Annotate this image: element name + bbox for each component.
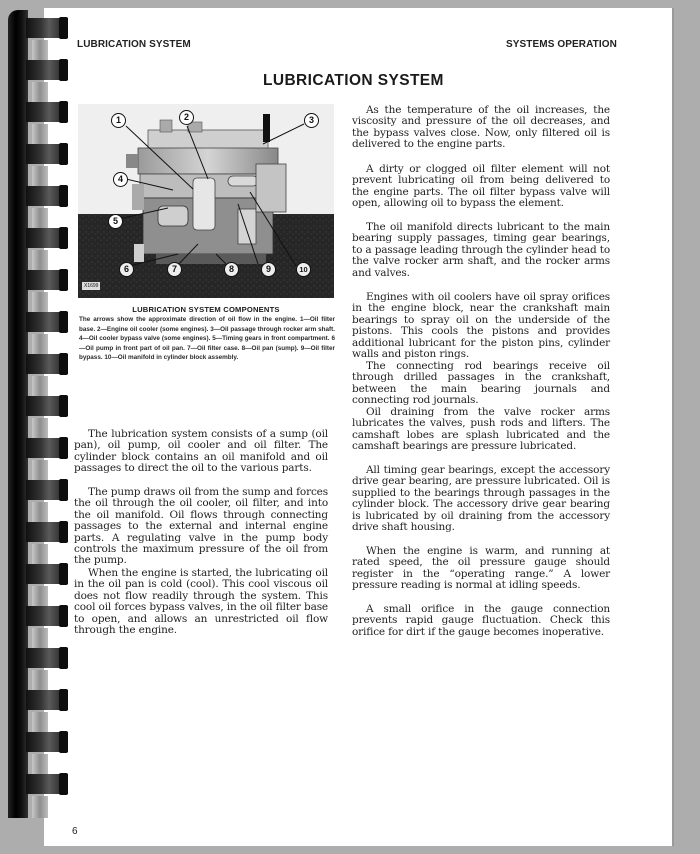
callout-2: 2 (179, 110, 194, 125)
callout-1: 1 (111, 113, 126, 128)
paragraph-left-2: The pump draws oil from the sump and forces the oil through the oil cooler, oil filter, and into the oil manifold. Oil flows through connecting passages to the external and internal engine parts. A regulating valve in the pump body controls the maximum pressure of the oil from the pump. (74, 486, 328, 567)
binding-tooth-tip (59, 59, 68, 81)
callout-10: 10 (296, 262, 311, 277)
binding-gap (32, 250, 48, 272)
binding-tooth (26, 354, 68, 374)
binding-spine (8, 10, 28, 818)
callout-3: 3 (304, 113, 319, 128)
binding-tooth-tip (59, 437, 68, 459)
binding-tooth-tip (59, 227, 68, 249)
page-number: 6 (72, 826, 78, 837)
callout-7: 7 (167, 262, 182, 277)
paragraph-right-7: All timing gear bearings, except the accessory drive gear bearing, are pressure lubricated. Oil is supplied to the bearings through passages in the cylinder block. The accessory drive gear bearing is lubricated by oil draining from the accessory drive shaft housing. (352, 464, 610, 534)
binding-tooth-tip (59, 479, 68, 501)
binding-tooth-tip (59, 689, 68, 711)
figure-caption-title: LUBRICATION SYSTEM COMPONENTS (132, 305, 280, 314)
binding-tooth-tip (59, 395, 68, 417)
binding-tooth (26, 648, 68, 668)
figure-id-label: X1699 (84, 283, 99, 289)
binding-tooth (26, 606, 68, 626)
paragraph-right-6: Oil draining from the valve rocker arms lubricates the valves, push rods and lifters. The camshaft lobes are splash lubricated and the camshaft bearings are pressure lubricated. (352, 406, 610, 453)
binding-tooth (26, 186, 68, 206)
callout-4: 4 (113, 172, 128, 187)
binding-tooth-tip (59, 647, 68, 669)
binding-tooth-tip (59, 143, 68, 165)
binding-gap (32, 754, 48, 776)
binding-gap (32, 166, 48, 188)
binding-tooth-tip (59, 731, 68, 753)
binding-tooth-tip (59, 17, 68, 39)
callout-5: 5 (108, 214, 123, 229)
paragraph-left-1: The lubrication system consists of a sump (oil pan), oil pump, oil cooler and oil filter. The cylinder block contains an oil manifold and oil passages to direct the oil to the various parts. (74, 428, 328, 475)
binding-gap (32, 670, 48, 692)
binding-gap (32, 40, 48, 62)
binding-gap (32, 712, 48, 734)
paragraph-right-3: The oil manifold directs lubricant to the main bearing supply passages, timing gear bearings, to a passage leading through the cylinder head to the valve rocker arm shaft, and the rocker arms and valves. (352, 221, 611, 279)
binding-tooth (26, 312, 68, 332)
binding-tooth (26, 270, 68, 290)
page-title: LUBRICATION SYSTEM (263, 72, 444, 89)
binding-gap (32, 502, 48, 524)
binding-gap (32, 124, 48, 146)
binding-tooth (26, 102, 68, 122)
binding-tooth (26, 396, 68, 416)
binding-tooth (26, 522, 68, 542)
binding-gap (32, 586, 48, 608)
paragraph-right-5: The connecting rod bearings receive oil through drilled passages in the crankshaft, between the main bearing journals and connecting rod journals. (352, 360, 610, 407)
binding-tooth (26, 144, 68, 164)
binding-gap (32, 376, 48, 398)
binding-gap (32, 796, 48, 818)
figure-caption-body: The arrows show the approximate direction of oil flow in the engine. 1—Oil filter base. 2—Engine oil cooler (some engines). 3—Oil passage through rocker arm shaft. 4—Oil cooler bypass valve (some engines). 5—Timing gears in front compartment. 6—Oil pump in front part of oil pan. 7—Oil filter case. 8—Oil pan (sump). 9—Oil filter bypass. 10—Oil manifold in cylinder block assembly. (79, 316, 335, 362)
binding-gap (32, 418, 48, 440)
binding-gap (32, 334, 48, 356)
binding-tooth (26, 480, 68, 500)
binding-tooth-tip (59, 521, 68, 543)
spiral-binding (8, 10, 63, 840)
binding-gap (32, 628, 48, 650)
binding-tooth-tip (59, 311, 68, 333)
binding-tooth (26, 60, 68, 80)
binding-tooth (26, 564, 68, 584)
binding-tooth-tip (59, 185, 68, 207)
binding-gap (32, 208, 48, 230)
binding-gap (32, 292, 48, 314)
engine-photo (78, 104, 334, 298)
paragraph-right-1: As the temperature of the oil increases, the viscosity and pressure of the oil decreases, and the bypass valves close. Now, only filtered oil is delivered to the engine parts. (352, 104, 610, 151)
callout-9: 9 (261, 262, 276, 277)
callout-6: 6 (119, 262, 134, 277)
binding-tooth-tip (59, 773, 68, 795)
binding-tooth-tip (59, 101, 68, 123)
paragraph-right-9: A small orifice in the gauge connection prevents rapid gauge fluctuation. Check this orifice for dirt if the gauge becomes inoperative. (352, 603, 610, 638)
running-header-section: LUBRICATION SYSTEM (77, 39, 191, 50)
binding-tooth (26, 690, 68, 710)
paragraph-right-2: A dirty or clogged oil filter element will not prevent lubricating oil from being delivered to the engine parts. The oil filter bypass valve will open, allowing oil to bypass the element. (352, 163, 610, 210)
binding-tooth-tip (59, 563, 68, 585)
paragraph-left-3: When the engine is started, the lubricating oil in the oil pan is cold (cool). This cool viscous oil does not flow readily through the system. This cool oil forces bypass valves, in the oil filter base to open, and allows an unrestricted oil flow through the engine. (74, 567, 328, 637)
binding-tooth (26, 18, 68, 38)
binding-gap (32, 544, 48, 566)
running-header-chapter: SYSTEMS OPERATION (506, 39, 617, 50)
paragraph-right-8: When the engine is warm, and running at rated speed, the oil pressure gauge should register in the “operating range.” A lower pressure reading is normal at idling speeds. (352, 545, 610, 592)
binding-tooth-tip (59, 605, 68, 627)
callout-8: 8 (224, 262, 239, 277)
binding-tooth (26, 228, 68, 248)
binding-gap (32, 460, 48, 482)
paragraph-right-4: Engines with oil coolers have oil spray orifices in the engine block, near the crankshaft main bearings to spray oil on the underside of the pistons. This cools the pistons and provides additional lubricant for the piston pins, cylinder walls and piston rings. (352, 291, 610, 361)
binding-tooth-tip (59, 353, 68, 375)
binding-tooth (26, 732, 68, 752)
binding-tooth (26, 774, 68, 794)
binding-tooth (26, 438, 68, 458)
binding-gap (32, 82, 48, 104)
binding-tooth-tip (59, 269, 68, 291)
